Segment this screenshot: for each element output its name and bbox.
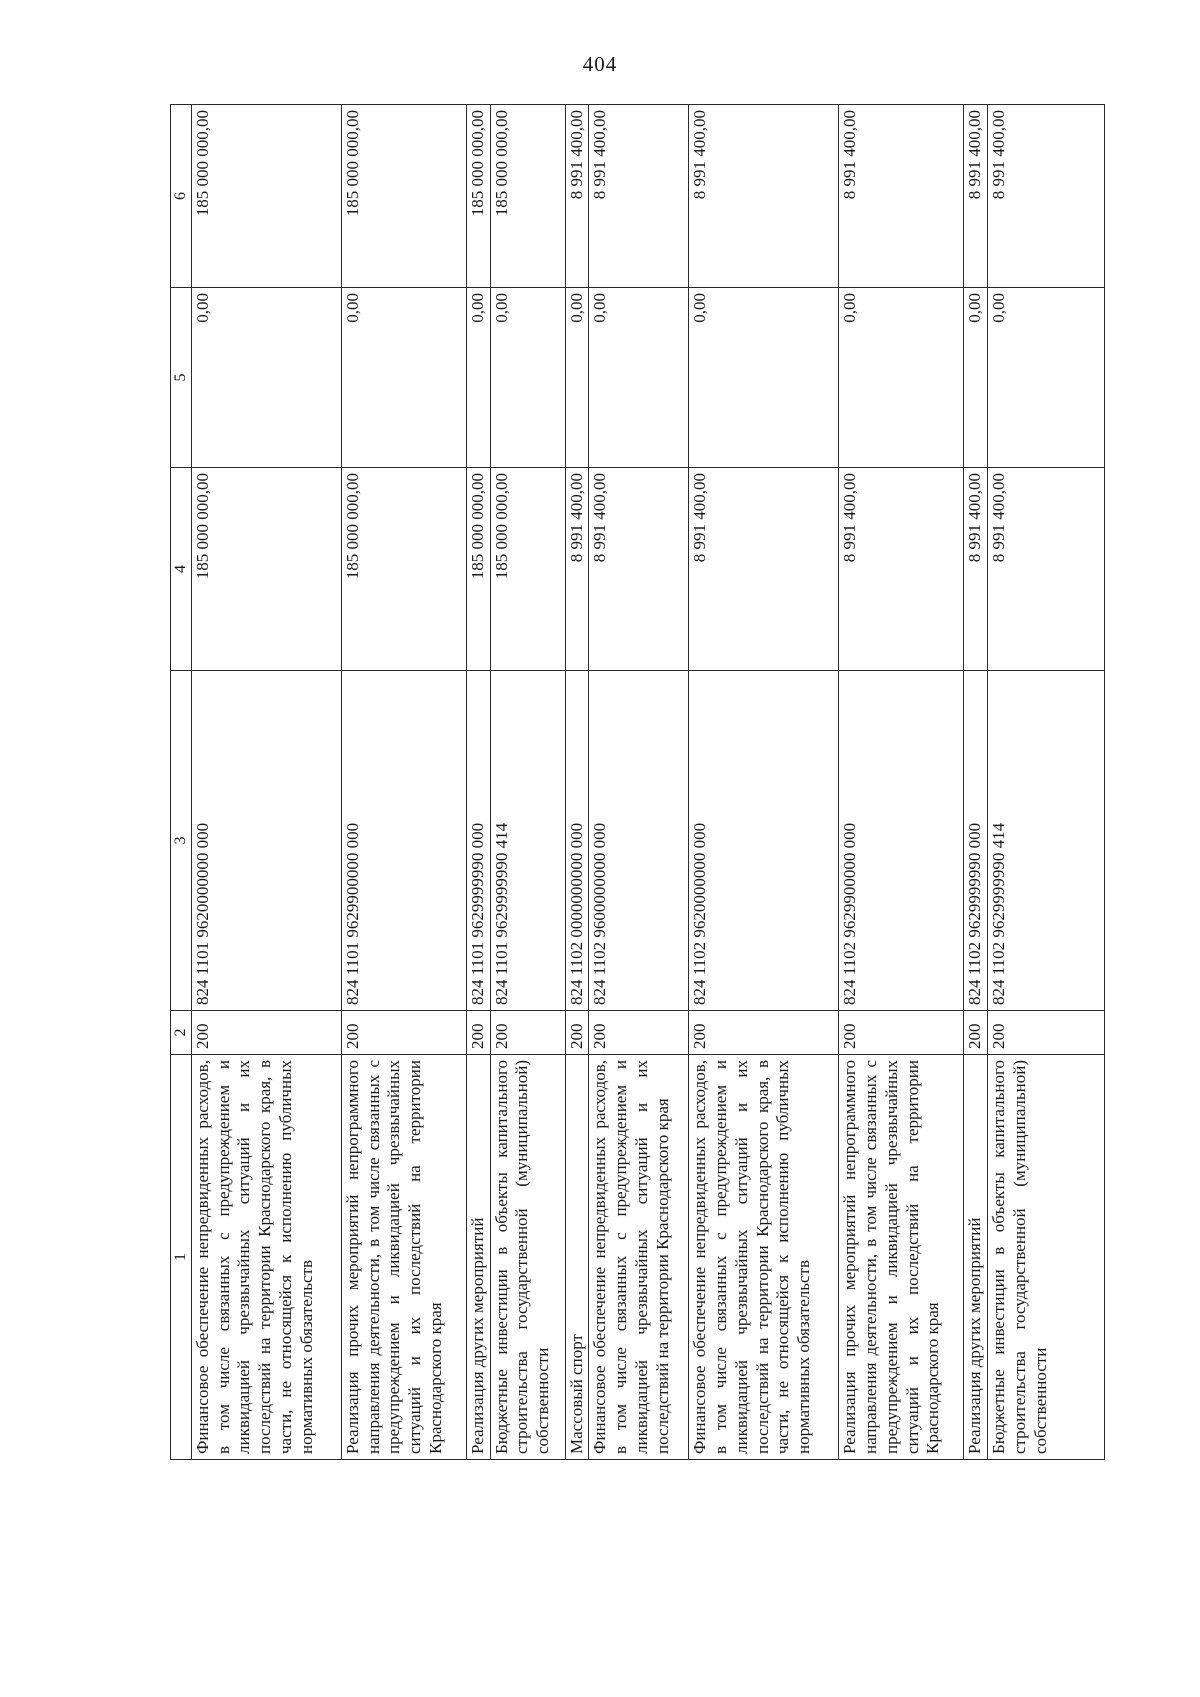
row-amount-6: 185 000 000,00 (490, 105, 565, 288)
table-row (589, 105, 689, 1460)
row-budget-code: 824 1101 9629900000 000 (342, 671, 467, 1011)
budget-table (170, 104, 1105, 1460)
row-amount-4: 8 991 400,00 (964, 468, 988, 671)
row-budget-code: 824 1102 9629999990 000 (964, 671, 988, 1011)
row-amount-5: 0,00 (192, 288, 342, 468)
row-budget-code: 824 1101 9629999990 414 (490, 671, 565, 1011)
row-amount-4: 8 991 400,00 (689, 468, 839, 671)
row-amount-4: 185 000 000,00 (490, 468, 565, 671)
header-col-2: 2 (171, 1011, 192, 1055)
row-amount-4: 8 991 400,00 (565, 468, 589, 671)
header-col-4: 4 (171, 468, 192, 671)
row-amount-5: 0,00 (565, 288, 589, 468)
row-budget-code: 824 1102 9620000000 000 (689, 671, 839, 1011)
row-amount-5: 0,00 (839, 288, 964, 468)
row-name: Реализация других мероприятий (467, 1055, 491, 1460)
row-admin-code: 200 (467, 1011, 491, 1055)
row-budget-code: 824 1101 9620000000 000 (192, 671, 342, 1011)
row-amount-5: 0,00 (490, 288, 565, 468)
row-amount-5: 0,00 (988, 288, 1105, 468)
row-admin-code: 200 (490, 1011, 565, 1055)
row-name: Финансовое обеспечение непредвиденных расходов, в том числе связанных с предупреждением и ликвидацией чрезвычайных ситуаций и их последствий на территории Краснодарского края, в части, не относящейся к исполнению публичных нормативных обязательств (689, 1055, 839, 1460)
row-name: Бюджетные инвестиции в объекты капитального строительства государственной (муниципальной) собственности (988, 1055, 1105, 1460)
header-row (171, 105, 192, 1460)
row-amount-4: 185 000 000,00 (467, 468, 491, 671)
row-amount-4: 8 991 400,00 (988, 468, 1105, 671)
row-amount-5: 0,00 (964, 288, 988, 468)
row-admin-code: 200 (988, 1011, 1105, 1055)
row-amount-4: 185 000 000,00 (342, 468, 467, 671)
row-amount-4: 8 991 400,00 (589, 468, 689, 671)
row-admin-code: 200 (964, 1011, 988, 1055)
row-amount-6: 185 000 000,00 (467, 105, 491, 288)
table-row (565, 105, 589, 1460)
row-amount-6: 8 991 400,00 (964, 105, 988, 288)
row-admin-code: 200 (192, 1011, 342, 1055)
row-name: Финансовое обеспечение непредвиденных расходов, в том числе связанных с предупреждением и ликвидацией чрезвычайных ситуаций и их последствий на территории Краснодарского края (589, 1055, 689, 1460)
row-amount-6: 8 991 400,00 (839, 105, 964, 288)
page-number: 404 (582, 52, 618, 76)
header-col-5: 5 (171, 288, 192, 468)
table-row (689, 105, 839, 1460)
table-row (839, 105, 964, 1460)
header-col-3: 3 (171, 671, 192, 1011)
row-amount-5: 0,00 (467, 288, 491, 468)
table-row (192, 105, 342, 1460)
table-row (964, 105, 988, 1460)
row-amount-6: 185 000 000,00 (192, 105, 342, 288)
row-amount-5: 0,00 (689, 288, 839, 468)
rotated-page-content (170, 105, 1105, 1460)
row-amount-4: 185 000 000,00 (192, 468, 342, 671)
table-row (467, 105, 491, 1460)
row-budget-code: 824 1101 9629999990 000 (467, 671, 491, 1011)
row-amount-6: 185 000 000,00 (342, 105, 467, 288)
row-admin-code: 200 (565, 1011, 589, 1055)
row-budget-code: 824 1102 9600000000 000 (589, 671, 689, 1011)
row-name: Массовый спорт (565, 1055, 589, 1460)
row-amount-5: 0,00 (589, 288, 689, 468)
row-admin-code: 200 (342, 1011, 467, 1055)
row-amount-5: 0,00 (342, 288, 467, 468)
header-col-1: 1 (171, 1055, 192, 1460)
row-amount-6: 8 991 400,00 (565, 105, 589, 288)
row-budget-code: 824 1102 0000000000 000 (565, 671, 589, 1011)
row-name: Бюджетные инвестиции в объекты капитального строительства государственной (муниципальной) собственности (490, 1055, 565, 1460)
row-budget-code: 824 1102 9629999990 414 (988, 671, 1105, 1011)
row-name: Реализация прочих мероприятий непрограммного направления деятельности, в том числе связанных с предупреждением и ликвидацией чрезвычайных ситуаций и их последствий на территории Краснодарского края (342, 1055, 467, 1460)
row-admin-code: 200 (689, 1011, 839, 1055)
header-col-6: 6 (171, 105, 192, 288)
row-budget-code: 824 1102 9629900000 000 (839, 671, 964, 1011)
table-row (988, 105, 1105, 1460)
row-name: Финансовое обеспечение непредвиденных расходов, в том числе связанных с предупреждением и ликвидацией чрезвычайных ситуаций и их последствий на территории Краснодарского края, в части, не относящейся к исполнению публичных нормативных обязательств (192, 1055, 342, 1460)
row-name: Реализация прочих мероприятий непрограммного направления деятельности, в том числе связанных с предупреждением и ликвидацией чрезвычайных ситуаций и их последствий на территории Краснодарского края (839, 1055, 964, 1460)
row-amount-4: 8 991 400,00 (839, 468, 964, 671)
row-amount-6: 8 991 400,00 (689, 105, 839, 288)
row-admin-code: 200 (589, 1011, 689, 1055)
row-amount-6: 8 991 400,00 (589, 105, 689, 288)
row-amount-6: 8 991 400,00 (988, 105, 1105, 288)
table-row (490, 105, 565, 1460)
row-name: Реализация других мероприятий (964, 1055, 988, 1460)
row-admin-code: 200 (839, 1011, 964, 1055)
table-row (342, 105, 467, 1460)
